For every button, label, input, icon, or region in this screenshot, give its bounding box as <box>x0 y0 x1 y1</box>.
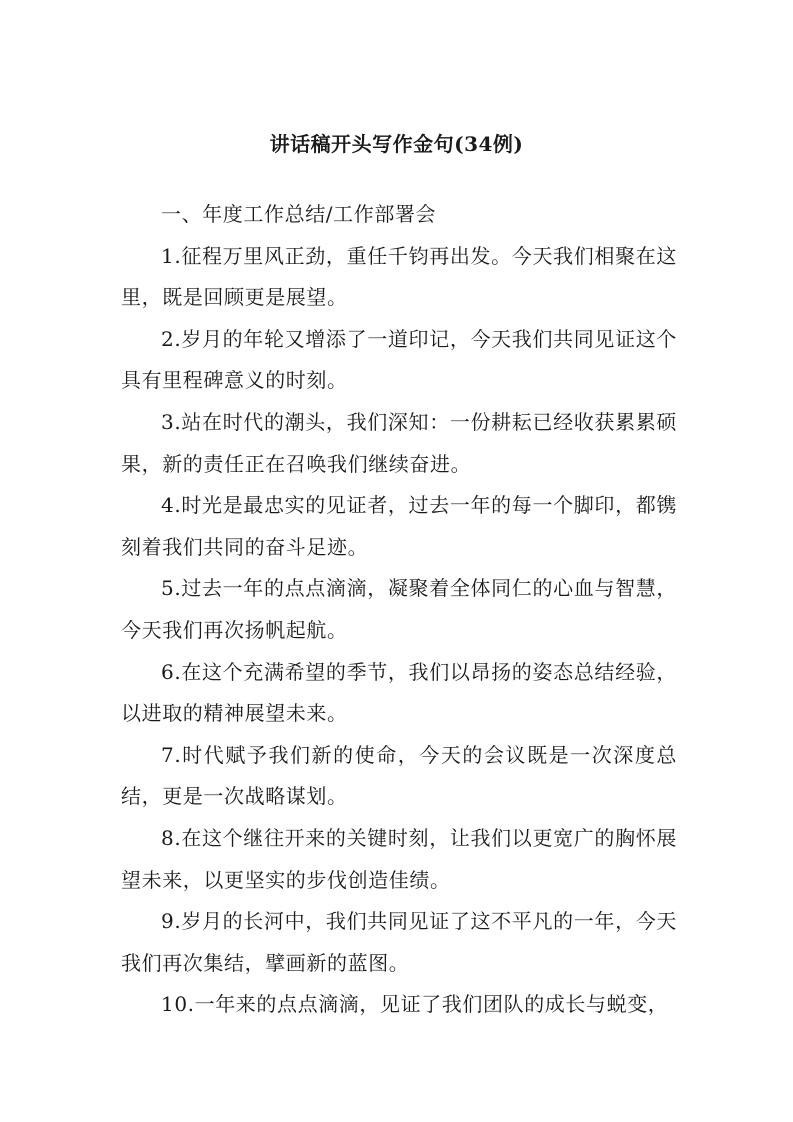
section-heading: 一、年度工作总结/工作部署会 <box>161 202 437 226</box>
list-item: 8.在这个继往开来的关键时刻，让我们以更宽广的胸怀展望未来，以更坚实的步伐创造佳绩。 <box>121 825 677 892</box>
list-item: 7.时代赋予我们新的使命，今天的会议既是一次深度总结，更是一次战略谋划。 <box>121 742 677 809</box>
list-item: 10.一年来的点点滴滴，见证了我们团队的成长与蜕变， <box>161 992 669 1017</box>
list-item: 6.在这个充满希望的季节，我们以昂扬的姿态总结经验，以进取的精神展望未来。 <box>121 659 677 726</box>
list-item: 5.过去一年的点点滴滴，凝聚着全体同仁的心血与智慧，今天我们再次扬帆起航。 <box>121 576 677 642</box>
list-item: 9.岁月的长河中，我们共同见证了这不平凡的一年，今天我们再次集结，擘画新的蓝图。 <box>121 909 677 975</box>
document-body <box>121 194 677 1026</box>
list-item: 1.征程万里风正劲，重任千钧再出发。今天我们相聚在这里，既是回顾更是展望。 <box>121 243 677 310</box>
document-title: 讲话稿开头写作金句(34例) <box>269 132 524 156</box>
list-item: 4.时光是最忠实的见证者，过去一年的每一个脚印，都镌刻着我们共同的奋斗足迹。 <box>121 493 677 559</box>
list-item: 2.岁月的年轮又增添了一道印记，今天我们共同见证这个具有里程碑意义的时刻。 <box>121 326 677 393</box>
list-item: 3.站在时代的潮头，我们深知：一份耕耘已经收获累累硕果，新的责任正在召唤我们继续奋进。 <box>121 409 677 476</box>
